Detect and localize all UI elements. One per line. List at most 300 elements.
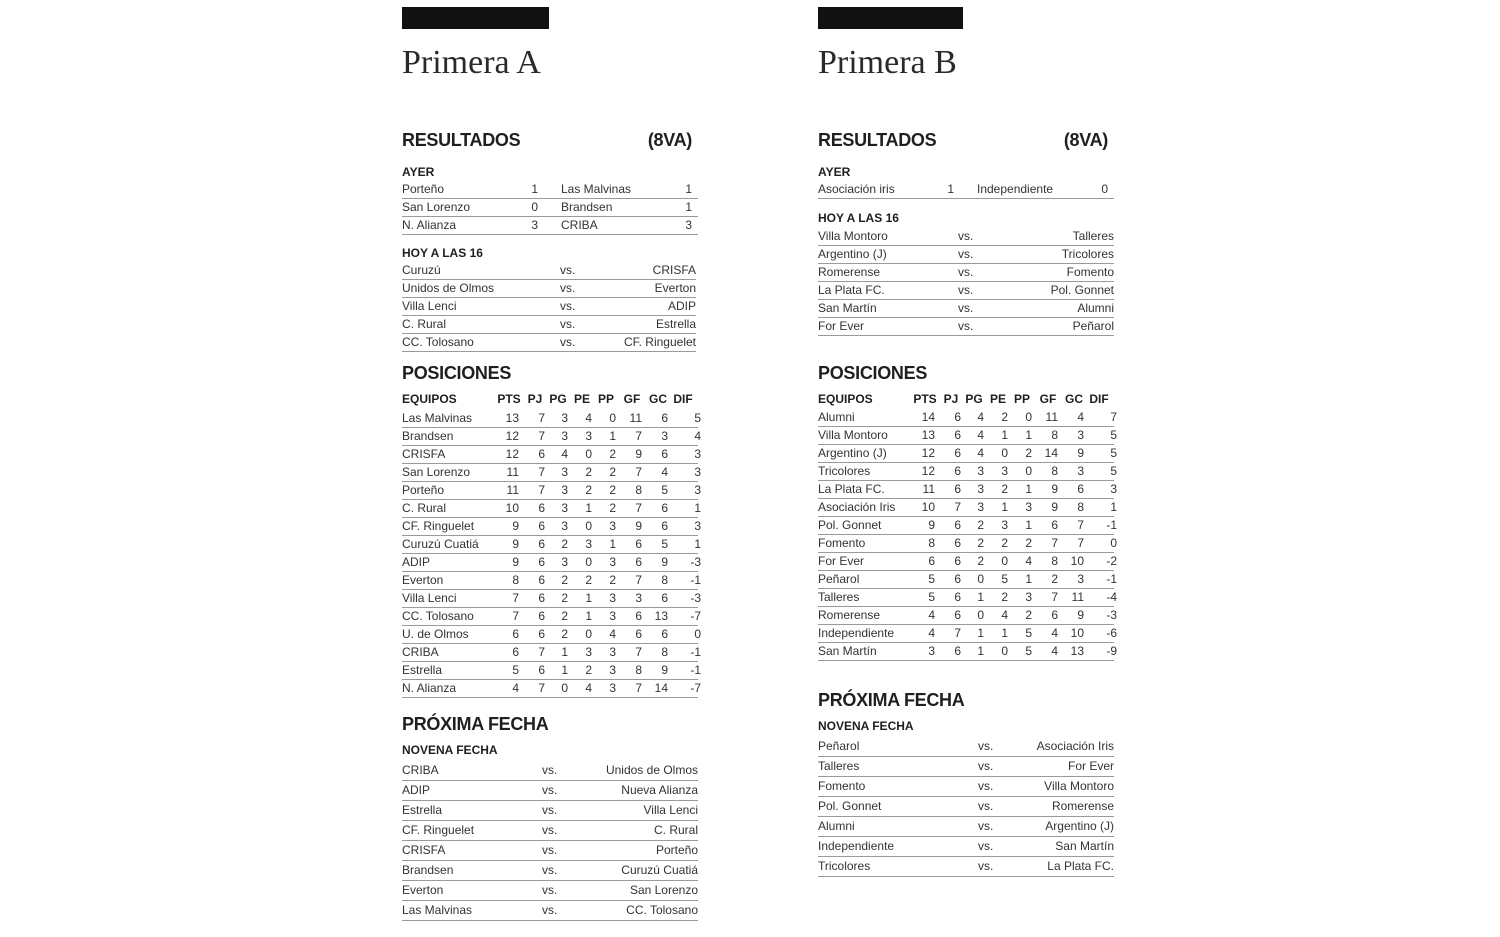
vs-label: vs. bbox=[560, 335, 576, 349]
cell-gc: 13 bbox=[1070, 644, 1084, 658]
cell-pg: 1 bbox=[977, 626, 984, 640]
cell-dif: 1 bbox=[1110, 500, 1117, 514]
vs-label: vs. bbox=[978, 779, 994, 793]
vs-label: vs. bbox=[978, 819, 994, 833]
hoy-fixtures bbox=[818, 228, 1114, 336]
cell-pg: 2 bbox=[977, 518, 984, 532]
table-row bbox=[818, 427, 1117, 445]
cell-pj: 7 bbox=[538, 483, 545, 497]
ayer-heading: AYER bbox=[818, 165, 851, 179]
cell-pg: 3 bbox=[561, 411, 568, 425]
cell-team: Las Malvinas bbox=[402, 411, 473, 425]
fixture-row bbox=[818, 246, 1114, 264]
table-row bbox=[818, 625, 1117, 643]
fixture-row bbox=[818, 737, 1114, 757]
cell-pts: 12 bbox=[505, 447, 519, 461]
cell-pts: 5 bbox=[928, 572, 935, 586]
cell-gf: 9 bbox=[1051, 482, 1058, 496]
cell-pts: 9 bbox=[928, 518, 935, 532]
cell-pp: 3 bbox=[609, 555, 616, 569]
fixture-row bbox=[818, 282, 1114, 300]
cell-team: Talleres bbox=[818, 590, 860, 604]
cell-dif: 5 bbox=[694, 411, 701, 425]
cell-team: Porteño bbox=[402, 483, 445, 497]
fixture-row bbox=[818, 318, 1114, 336]
cell-dif: 0 bbox=[1110, 536, 1117, 550]
vs-label: vs. bbox=[542, 883, 558, 897]
away-team: Villa Montoro bbox=[1044, 779, 1114, 793]
home-team: San Lorenzo bbox=[402, 200, 471, 214]
cell-pp: 4 bbox=[609, 627, 616, 641]
away-team: Brandsen bbox=[561, 200, 613, 214]
table-row bbox=[402, 644, 701, 662]
cell-pp: 1 bbox=[609, 537, 616, 551]
cell-pp: 4 bbox=[1025, 554, 1032, 568]
home-team: CF. Ringuelet bbox=[402, 823, 475, 837]
away-goals: 3 bbox=[685, 218, 692, 232]
cell-pe: 4 bbox=[585, 411, 592, 425]
cell-gc: 7 bbox=[1077, 536, 1084, 550]
cell-team: Villa Montoro bbox=[818, 428, 888, 442]
away-team: La Plata FC. bbox=[1047, 859, 1114, 873]
table-row bbox=[818, 517, 1117, 535]
column-header-pg: PG bbox=[549, 392, 567, 406]
table-row bbox=[818, 589, 1117, 607]
cell-gc: 6 bbox=[1077, 482, 1084, 496]
table-row bbox=[402, 446, 701, 464]
cell-pts: 10 bbox=[505, 501, 519, 515]
away-team: Porteño bbox=[655, 843, 698, 857]
cell-pj: 6 bbox=[538, 591, 545, 605]
fixture-row bbox=[402, 262, 696, 280]
away-team: Peñarol bbox=[1072, 319, 1114, 333]
cell-pe: 4 bbox=[585, 681, 592, 695]
cell-dif: -3 bbox=[690, 591, 701, 605]
cell-pts: 10 bbox=[921, 500, 935, 514]
fixture-row bbox=[402, 841, 698, 861]
cell-dif: -1 bbox=[690, 645, 701, 659]
away-team: Estrella bbox=[655, 317, 696, 331]
cell-pp: 1 bbox=[1025, 518, 1032, 532]
away-team: Pol. Gonnet bbox=[1050, 283, 1114, 297]
cell-pp: 3 bbox=[609, 663, 616, 677]
home-team: Independiente bbox=[818, 839, 895, 853]
cell-pp: 2 bbox=[609, 501, 616, 515]
cell-pp: 1 bbox=[609, 429, 616, 443]
cell-pe: 4 bbox=[1001, 608, 1008, 622]
cell-team: Alumni bbox=[818, 410, 855, 424]
cell-pe: 1 bbox=[1001, 500, 1008, 514]
cell-team: C. Rural bbox=[402, 501, 447, 515]
table-row bbox=[402, 410, 701, 428]
away-team: CC. Tolosano bbox=[626, 903, 698, 917]
fixture-row bbox=[818, 228, 1114, 246]
away-goals: 1 bbox=[685, 200, 692, 214]
fixture-row bbox=[818, 817, 1114, 837]
column-header-gc: GC bbox=[1065, 392, 1083, 406]
away-team: San Martín bbox=[1055, 839, 1114, 853]
cell-pts: 5 bbox=[928, 590, 935, 604]
table-row bbox=[402, 500, 701, 518]
home-team: CC. Tolosano bbox=[402, 335, 474, 349]
away-team: Las Malvinas bbox=[561, 182, 632, 196]
away-team: Curuzú Cuatiá bbox=[621, 863, 698, 877]
fixture-row bbox=[818, 797, 1114, 817]
vs-label: vs. bbox=[958, 283, 974, 297]
fixture-row bbox=[402, 821, 698, 841]
cell-pg: 4 bbox=[977, 428, 984, 442]
cell-pj: 6 bbox=[538, 627, 545, 641]
cell-dif: -3 bbox=[690, 555, 701, 569]
away-team: Alumni bbox=[1077, 301, 1114, 315]
cell-gf: 8 bbox=[1051, 428, 1058, 442]
cell-gc: 14 bbox=[654, 681, 668, 695]
cell-gc: 6 bbox=[661, 501, 668, 515]
cell-team: CC. Tolosano bbox=[402, 609, 474, 623]
result-row bbox=[402, 199, 698, 217]
ayer-heading: AYER bbox=[402, 165, 435, 179]
cell-dif: 3 bbox=[694, 483, 701, 497]
table-row bbox=[402, 680, 701, 698]
vs-label: vs. bbox=[542, 823, 558, 837]
cell-gf: 7 bbox=[635, 429, 642, 443]
home-team: Talleres bbox=[818, 759, 860, 773]
cell-pj: 6 bbox=[538, 609, 545, 623]
cell-dif: -7 bbox=[690, 681, 701, 695]
away-team: CF. Ringuelet bbox=[623, 335, 696, 349]
resultados-heading: RESULTADOS bbox=[818, 130, 937, 150]
home-team: Curuzú bbox=[402, 263, 441, 277]
cell-team: Estrella bbox=[402, 663, 443, 677]
hoy-fixtures bbox=[402, 262, 696, 352]
home-team: Estrella bbox=[402, 803, 443, 817]
vs-label: vs. bbox=[560, 263, 576, 277]
cell-dif: -7 bbox=[690, 609, 701, 623]
column-header-equipos: EQUIPOS bbox=[818, 392, 873, 406]
cell-pts: 4 bbox=[512, 681, 519, 695]
cell-pp: 3 bbox=[1025, 590, 1032, 604]
home-team: CRISFA bbox=[402, 843, 446, 857]
cell-gc: 9 bbox=[661, 555, 668, 569]
home-goals: 1 bbox=[531, 182, 538, 196]
fixture-row bbox=[818, 837, 1114, 857]
cell-dif: -3 bbox=[1106, 608, 1117, 622]
cell-dif: -2 bbox=[1106, 554, 1117, 568]
cell-pj: 6 bbox=[954, 554, 961, 568]
away-team: Romerense bbox=[1051, 799, 1114, 813]
cell-pp: 1 bbox=[1025, 482, 1032, 496]
cell-pp: 0 bbox=[1025, 410, 1032, 424]
fixture-row bbox=[402, 316, 696, 334]
cell-team: Asociación Iris bbox=[818, 500, 896, 514]
cell-pg: 2 bbox=[561, 591, 568, 605]
cell-dif: 1 bbox=[694, 501, 701, 515]
cell-dif: 3 bbox=[694, 519, 701, 533]
cell-pj: 7 bbox=[538, 645, 545, 659]
cell-pe: 3 bbox=[1001, 518, 1008, 532]
cell-pp: 2 bbox=[1025, 446, 1032, 460]
cell-pts: 6 bbox=[928, 554, 935, 568]
cell-pts: 12 bbox=[505, 429, 519, 443]
cell-gc: 8 bbox=[1077, 500, 1084, 514]
home-team: For Ever bbox=[818, 319, 865, 333]
cell-pts: 9 bbox=[512, 519, 519, 533]
proxima-heading: PRÓXIMA FECHA bbox=[818, 690, 965, 710]
cell-pg: 1 bbox=[977, 644, 984, 658]
cell-gf: 11 bbox=[629, 411, 642, 425]
fixture-row bbox=[402, 298, 696, 316]
novena-heading: NOVENA FECHA bbox=[402, 743, 498, 757]
cell-gc: 11 bbox=[1071, 590, 1084, 604]
cell-team: Everton bbox=[402, 573, 444, 587]
cell-gc: 8 bbox=[661, 573, 668, 587]
vs-label: vs. bbox=[958, 301, 974, 315]
cell-dif: -1 bbox=[1106, 518, 1117, 532]
away-team: Argentino (J) bbox=[1045, 819, 1114, 833]
away-team: C. Rural bbox=[653, 823, 698, 837]
cell-pj: 6 bbox=[954, 464, 961, 478]
column-header-dif: DIF bbox=[1089, 392, 1109, 406]
column-header-pj: PJ bbox=[527, 392, 543, 406]
column-header-pe: PE bbox=[573, 392, 590, 406]
away-team: Asociación Iris bbox=[1036, 739, 1114, 753]
vs-label: vs. bbox=[958, 319, 974, 333]
cell-team: Curuzú Cuatiá bbox=[402, 537, 479, 551]
home-goals: 3 bbox=[531, 218, 538, 232]
vs-label: vs. bbox=[542, 903, 558, 917]
home-team: Pol. Gonnet bbox=[818, 799, 882, 813]
cell-gf: 6 bbox=[635, 555, 642, 569]
fixture-row bbox=[818, 300, 1114, 318]
hoy-heading: HOY A LAS 16 bbox=[402, 246, 483, 260]
vs-label: vs. bbox=[978, 759, 994, 773]
cell-pe: 3 bbox=[585, 645, 592, 659]
away-team: For Ever bbox=[1067, 759, 1114, 773]
cell-pp: 5 bbox=[1025, 644, 1032, 658]
cell-pg: 3 bbox=[977, 464, 984, 478]
cell-dif: 5 bbox=[1110, 446, 1117, 460]
home-team: Las Malvinas bbox=[402, 903, 473, 917]
cell-dif: 0 bbox=[694, 627, 701, 641]
cell-pts: 7 bbox=[512, 591, 519, 605]
column-header-gf: GF bbox=[1039, 392, 1057, 406]
cell-pts: 11 bbox=[506, 465, 519, 479]
cell-pp: 0 bbox=[1025, 464, 1032, 478]
cell-gc: 8 bbox=[661, 645, 668, 659]
result-row bbox=[818, 181, 1114, 199]
standings-header bbox=[818, 392, 1112, 410]
fixture-row bbox=[818, 777, 1114, 797]
fixture-row bbox=[402, 280, 696, 298]
cell-pe: 0 bbox=[1001, 554, 1008, 568]
resultados-heading: RESULTADOS bbox=[402, 130, 521, 150]
cell-pj: 7 bbox=[538, 429, 545, 443]
table-row bbox=[818, 571, 1117, 589]
cell-pts: 8 bbox=[928, 536, 935, 550]
home-team: Fomento bbox=[818, 779, 866, 793]
cell-pj: 7 bbox=[538, 465, 545, 479]
vs-label: vs. bbox=[542, 843, 558, 857]
vs-label: vs. bbox=[542, 763, 558, 777]
cell-pp: 2 bbox=[609, 465, 616, 479]
cell-gf: 9 bbox=[635, 447, 642, 461]
cell-pg: 1 bbox=[561, 663, 568, 677]
cell-pe: 1 bbox=[1001, 626, 1008, 640]
cell-pg: 2 bbox=[561, 627, 568, 641]
vs-label: vs. bbox=[978, 859, 994, 873]
column-header-gc: GC bbox=[649, 392, 667, 406]
cell-pts: 3 bbox=[928, 644, 935, 658]
cell-dif: -1 bbox=[690, 663, 701, 677]
cell-pg: 3 bbox=[561, 483, 568, 497]
vs-label: vs. bbox=[978, 799, 994, 813]
cell-gf: 6 bbox=[635, 627, 642, 641]
cell-pp: 3 bbox=[609, 609, 616, 623]
cell-dif: 5 bbox=[1110, 464, 1117, 478]
cell-gf: 7 bbox=[1051, 536, 1058, 550]
home-team: ADIP bbox=[402, 783, 431, 797]
cell-team: San Martín bbox=[818, 644, 877, 658]
cell-pj: 6 bbox=[538, 663, 545, 677]
home-goals: 1 bbox=[947, 182, 954, 196]
table-row bbox=[818, 463, 1117, 481]
fecha-label: (8VA) bbox=[1063, 130, 1108, 150]
cell-gc: 5 bbox=[661, 537, 668, 551]
cell-dif: 7 bbox=[1110, 410, 1117, 424]
cell-dif: -6 bbox=[1106, 626, 1117, 640]
cell-team: ADIP bbox=[402, 555, 431, 569]
away-team: CRISFA bbox=[652, 263, 696, 277]
cell-gf: 7 bbox=[635, 681, 642, 695]
table-row bbox=[402, 428, 701, 446]
cell-pe: 5 bbox=[1001, 572, 1008, 586]
cell-pe: 2 bbox=[1001, 482, 1008, 496]
cell-gf: 7 bbox=[635, 645, 642, 659]
table-row bbox=[818, 535, 1117, 553]
cell-pts: 7 bbox=[512, 609, 519, 623]
table-row bbox=[402, 518, 701, 536]
fixture-row bbox=[818, 264, 1114, 282]
cell-pp: 2 bbox=[1025, 608, 1032, 622]
fixture-row bbox=[818, 757, 1114, 777]
cell-team: La Plata FC. bbox=[818, 482, 885, 496]
home-team: Unidos de Olmos bbox=[402, 281, 495, 295]
home-team: La Plata FC. bbox=[818, 283, 885, 297]
cell-pj: 6 bbox=[538, 501, 545, 515]
cell-pp: 3 bbox=[609, 591, 616, 605]
cell-gf: 7 bbox=[635, 573, 642, 587]
cell-pe: 2 bbox=[1001, 590, 1008, 604]
away-team: Fomento bbox=[1066, 265, 1114, 279]
cell-pj: 6 bbox=[954, 536, 961, 550]
cell-gc: 3 bbox=[1077, 464, 1084, 478]
cell-pp: 1 bbox=[1025, 572, 1032, 586]
cell-pg: 2 bbox=[561, 573, 568, 587]
page-title: Primera A bbox=[402, 44, 541, 81]
cell-pg: 0 bbox=[561, 681, 568, 695]
home-team: Brandsen bbox=[402, 863, 454, 877]
cell-pj: 6 bbox=[538, 519, 545, 533]
cell-pts: 4 bbox=[928, 608, 935, 622]
cell-dif: 3 bbox=[1110, 482, 1117, 496]
table-row bbox=[402, 590, 701, 608]
cell-gf: 8 bbox=[1051, 554, 1058, 568]
cell-gc: 6 bbox=[661, 591, 668, 605]
cell-team: Pol. Gonnet bbox=[818, 518, 882, 532]
cell-gc: 5 bbox=[661, 483, 668, 497]
column-header-gf: GF bbox=[623, 392, 641, 406]
cell-team: N. Alianza bbox=[402, 681, 457, 695]
page-title: Primera B bbox=[818, 44, 957, 81]
cell-pp: 3 bbox=[609, 645, 616, 659]
home-team: N. Alianza bbox=[402, 218, 457, 232]
fixture-row bbox=[818, 857, 1114, 877]
cell-pe: 0 bbox=[585, 555, 592, 569]
cell-pp: 2 bbox=[1025, 536, 1032, 550]
vs-label: vs. bbox=[560, 317, 576, 331]
cell-team: Brandsen bbox=[402, 429, 454, 443]
vs-label: vs. bbox=[978, 839, 994, 853]
fixture-row bbox=[402, 801, 698, 821]
table-row bbox=[818, 643, 1117, 661]
cell-dif: 3 bbox=[694, 447, 701, 461]
cell-pp: 5 bbox=[1025, 626, 1032, 640]
cell-gf: 6 bbox=[635, 537, 642, 551]
home-team: CRIBA bbox=[402, 763, 439, 777]
cell-pg: 3 bbox=[977, 500, 984, 514]
posiciones-heading: POSICIONES bbox=[818, 363, 928, 383]
cell-gc: 4 bbox=[1077, 410, 1084, 424]
cell-gf: 6 bbox=[635, 609, 642, 623]
vs-label: vs. bbox=[978, 739, 994, 753]
cell-pe: 1 bbox=[1001, 428, 1008, 442]
cell-pe: 1 bbox=[585, 609, 592, 623]
table-row bbox=[402, 608, 701, 626]
cell-pe: 2 bbox=[1001, 410, 1008, 424]
cell-dif: 4 bbox=[694, 429, 701, 443]
result-row bbox=[402, 181, 698, 199]
away-team: Tricolores bbox=[1061, 247, 1114, 261]
section-resultados bbox=[402, 130, 698, 151]
cell-pg: 3 bbox=[561, 519, 568, 533]
cell-pg: 1 bbox=[561, 645, 568, 659]
cell-pg: 2 bbox=[561, 537, 568, 551]
cell-pp: 2 bbox=[609, 573, 616, 587]
novena-heading: NOVENA FECHA bbox=[818, 719, 914, 733]
fecha-label: (8VA) bbox=[647, 130, 692, 150]
cell-team: Villa Lenci bbox=[402, 591, 457, 605]
home-goals: 0 bbox=[531, 200, 538, 214]
table-row bbox=[402, 662, 701, 680]
cell-gc: 6 bbox=[661, 411, 668, 425]
fixture-row bbox=[402, 881, 698, 901]
cell-pp: 2 bbox=[609, 447, 616, 461]
home-team: Argentino (J) bbox=[818, 247, 887, 261]
table-row bbox=[818, 553, 1117, 571]
cell-team: Fomento bbox=[818, 536, 866, 550]
cell-pp: 2 bbox=[609, 483, 616, 497]
cell-pts: 13 bbox=[921, 428, 935, 442]
away-goals: 1 bbox=[685, 182, 692, 196]
away-team: Villa Lenci bbox=[643, 803, 698, 817]
cell-pe: 1 bbox=[585, 591, 592, 605]
home-team: Tricolores bbox=[818, 859, 871, 873]
column-header-equipos: EQUIPOS bbox=[402, 392, 457, 406]
cell-pe: 0 bbox=[585, 627, 592, 641]
fixture-row bbox=[402, 761, 698, 781]
cell-pe: 3 bbox=[585, 429, 592, 443]
cell-team: Romerense bbox=[818, 608, 881, 622]
